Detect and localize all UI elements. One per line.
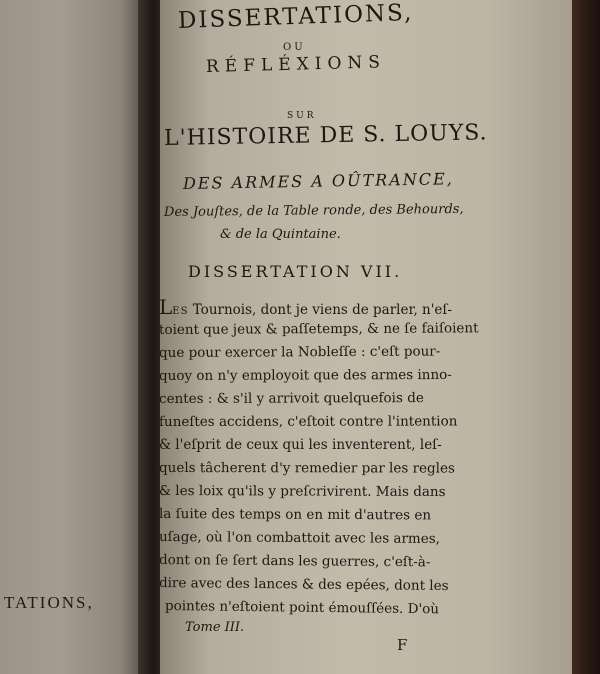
body-first-rest: Tournois, dont je viens de parler, n'eſ-	[188, 302, 452, 318]
title-ou: OU	[283, 42, 306, 53]
body-line: & les loix qu'ils y preſcrivirent. Mais dans	[158, 483, 446, 501]
title-dissertations: DISSERTATIONS,	[177, 0, 414, 34]
title-sur: SUR	[287, 111, 317, 121]
subtitle-quintaine: & de la Quintaine.	[220, 227, 341, 242]
body-line: dont on ſe ſert dans les guerres, c'eſt-à-	[158, 552, 431, 571]
catchword-tome: Tome III.	[185, 620, 245, 635]
left-running-head: TATIONS,	[4, 593, 94, 612]
title-histoire: L'HISTOIRE DE S. LOUYS.	[163, 120, 488, 151]
dissertation-heading: DISSERTATION VII.	[188, 262, 403, 281]
small-caps: ES	[172, 306, 189, 317]
book-cover-edge	[572, 0, 600, 674]
body-line: toient que jeux & paſſetemps, & ne ſe faiſoient	[158, 320, 479, 338]
body-line: & l'eſprit de ceux qui les inventerent, leſ-	[159, 437, 442, 453]
signature-mark: F	[397, 636, 408, 654]
body-line: pointes n'eſtoient point émouſſées. D'où	[164, 598, 440, 618]
subtitle-armes: DES ARMES A OÛTRANCE,	[182, 169, 454, 193]
body-line: uſage, où l'on combattoit avec les armes,	[158, 529, 441, 547]
body-line: centes : & s'il y arrivoit quelquefois de	[158, 390, 424, 407]
body-line: quels tâcherent d'y remedier par les regles	[158, 460, 455, 477]
body-line-first	[159, 295, 452, 319]
subtitle-joustes: Des Jouſtes, de la Table ronde, des Behourds,	[163, 201, 464, 220]
body-line: la ſuite des temps on en mit d'autres en	[158, 506, 432, 524]
body-line: quoy on n'y employoit que des armes inno-	[158, 366, 452, 384]
left-page	[0, 0, 150, 674]
drop-cap: L	[159, 295, 173, 319]
title-reflexions: RÉFLÉXIONS	[205, 52, 387, 77]
body-line: funeſtes accidens, c'eſtoit contre l'intention	[158, 413, 458, 430]
body-line: dire avec des lances & des epées, dont les	[158, 575, 449, 595]
body-line: que pour exercer la Nobleſſe : c'eſt pour-	[158, 343, 441, 361]
